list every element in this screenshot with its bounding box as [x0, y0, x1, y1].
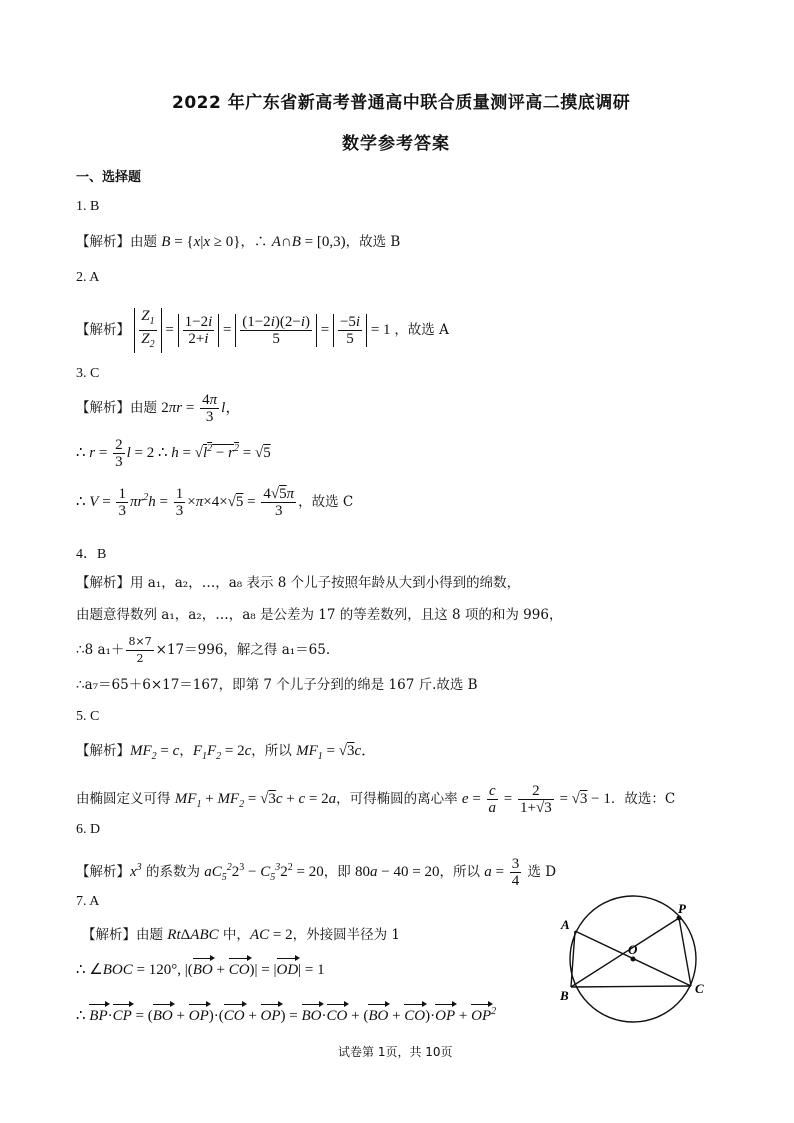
q6-answer: 6. D [76, 822, 101, 837]
q3-tag: 【解析】 [76, 399, 130, 416]
q7-line-1: 【解析】由题 RtΔABC 中，AC = 2，外接圆半径为 1 [82, 927, 400, 943]
q7-text-1a: 由题 [136, 927, 168, 943]
q6-text-1: 的系数为 [141, 863, 205, 880]
q7-tag: 【解析】 [82, 927, 136, 943]
page-subtitle: 数学参考答案 [342, 134, 450, 154]
circle-figure [552, 894, 712, 1034]
label-p: P [678, 901, 686, 916]
label-o: O [628, 942, 638, 957]
q3-solution-3: ∴ V = $\frac{1}{3}$ $\pi r^2h$ = $\frac{1}{3}$ ×π×4×√5 = $\frac{4√5\pi}{3}$ ，故选 C [76, 486, 354, 519]
q4-line-3: ∴8 a₁＋ $\frac{8\times 7}{2}$ ×17＝996，解之得 a₁＝65. [76, 635, 331, 665]
page-footer: 试卷第 1页，共 10页 [338, 1045, 453, 1059]
segment-bp [571, 918, 679, 987]
q5-text-2a: 由椭圆定义可得 [76, 790, 175, 807]
q1-text-1: 由题 [130, 234, 162, 250]
label-c: C [695, 981, 704, 996]
q4-tag: 【解析】 [76, 575, 130, 591]
q1-tag: 【解析】 [76, 234, 130, 250]
q2-text-end: ，故选 A [394, 321, 449, 338]
point-p [677, 916, 682, 921]
q5-text-1b: ，所以 [251, 743, 297, 759]
q5-text-2c: ．故选：C [610, 790, 676, 807]
q6-tag: 【解析】 [76, 863, 130, 880]
segment-pc [679, 918, 691, 986]
q5-answer: 5. C [76, 709, 100, 724]
q6-text-4: 选 D [523, 863, 557, 880]
section-heading: 一、选择题 [76, 170, 142, 185]
q7-line-3: ∴ $BP\cdot CP = (BO + OP)\cdot(CO + OP) = BO\cdot CO + (BO + CO)\cdot OP + OP^2$ [76, 1006, 497, 1024]
q4-text-3a: ∴8 a₁＋ [76, 642, 125, 658]
q1-answer: 1. B [76, 199, 100, 214]
q4-text-1: 用 a₁，a₂，…，a₈ 表示 8 个儿子按照年龄从大到小得到的绵数， [130, 575, 521, 591]
q1-solution: 【解析】由题 B = {x|x ≥ 0}，∴ A∩B = [0,3)，故选 B [76, 234, 401, 250]
q4-line-4: ∴a₇＝65＋6×17＝167，即第 7 个儿子分到的绵是 167 斤.故选 B [76, 677, 478, 693]
q3-text-end: ，故选 C [298, 493, 354, 510]
page-title: 2022 年广东省新高考普通高中联合质量测评高二摸底调研 [172, 93, 631, 113]
q2-tag: 【解析】 [76, 321, 130, 338]
q6-text-2: ，即 [323, 863, 356, 880]
point-o [631, 957, 636, 962]
q5-line-1: 【解析】$MF_2 = c$，$F_1F_2 = 2c$，所以 $MF_1 = √3c$． [76, 743, 377, 762]
q5-text-2b: ，可得椭圆的离心率 [336, 790, 462, 807]
q1-text-3: ，故选 B [345, 234, 401, 250]
q7-text-1b: 中， [218, 927, 250, 943]
q5-tag: 【解析】 [76, 743, 130, 759]
label-a: A [561, 917, 570, 932]
q1-text-2: ，∴ [240, 234, 272, 250]
q5-text-1a: ， [179, 743, 193, 759]
q6-solution: 【解析】$x^3$ 的系数为 $aC_5^22^3 - C_5^32^2 = 20$，即 80a − 40 = 20，所以 a = $\frac{3}{4}$ 选 D [76, 856, 557, 889]
q7-answer: 7. A [76, 894, 100, 909]
q2-solution: 【解析】 $\frac{Z_1}{Z_2}$ = $\frac{1-2i}{2+i}$ = $\frac{(1-2i)(2-i)}{5}$ = $\frac{-5i}{5}$ = 1 ，故选 A [76, 308, 449, 353]
q3-solution-2: ∴ r = $\frac{2}{3}$ l = 2 ∴ $h = √l^2 - r^2 = √5$ [76, 437, 271, 470]
q4-answer: 4．B [76, 547, 107, 562]
q5-line-2: 由椭圆定义可得 $MF_1 + MF_2 = √3c + c = 2a$，可得椭圆的离心率 e = $\frac{c}{a}$ = $\frac{2}{1+√3}$ = √3 − 1．故选：C [76, 783, 676, 816]
q6-text-3: ，所以 [439, 863, 485, 880]
q7-text-1c: ，外接圆半径为 1 [292, 927, 400, 943]
q4-line-2: 由题意得数列 a₁，a₂，…，a₈ 是公差为 17 的等差数列，且这 8 项的和为 996， [76, 607, 563, 623]
q7-line-2: ∴ ∠BOC = 120°, |(BO + CO)| = |OD| = 1 [76, 962, 325, 978]
q3-answer: 3. C [76, 366, 100, 381]
q3-solution-1: 【解析】由题 2πr = $\frac{4\pi}{3}$ l， [76, 392, 241, 425]
label-b: B [560, 988, 569, 1003]
segment-bc [571, 986, 691, 987]
q4-line-1 [76, 573, 520, 593]
q4-text-3b: ×17＝996，解之得 a₁＝65. [155, 642, 331, 658]
q3-text-1: 由题 [130, 399, 162, 416]
q2-answer: 2. A [76, 270, 100, 285]
